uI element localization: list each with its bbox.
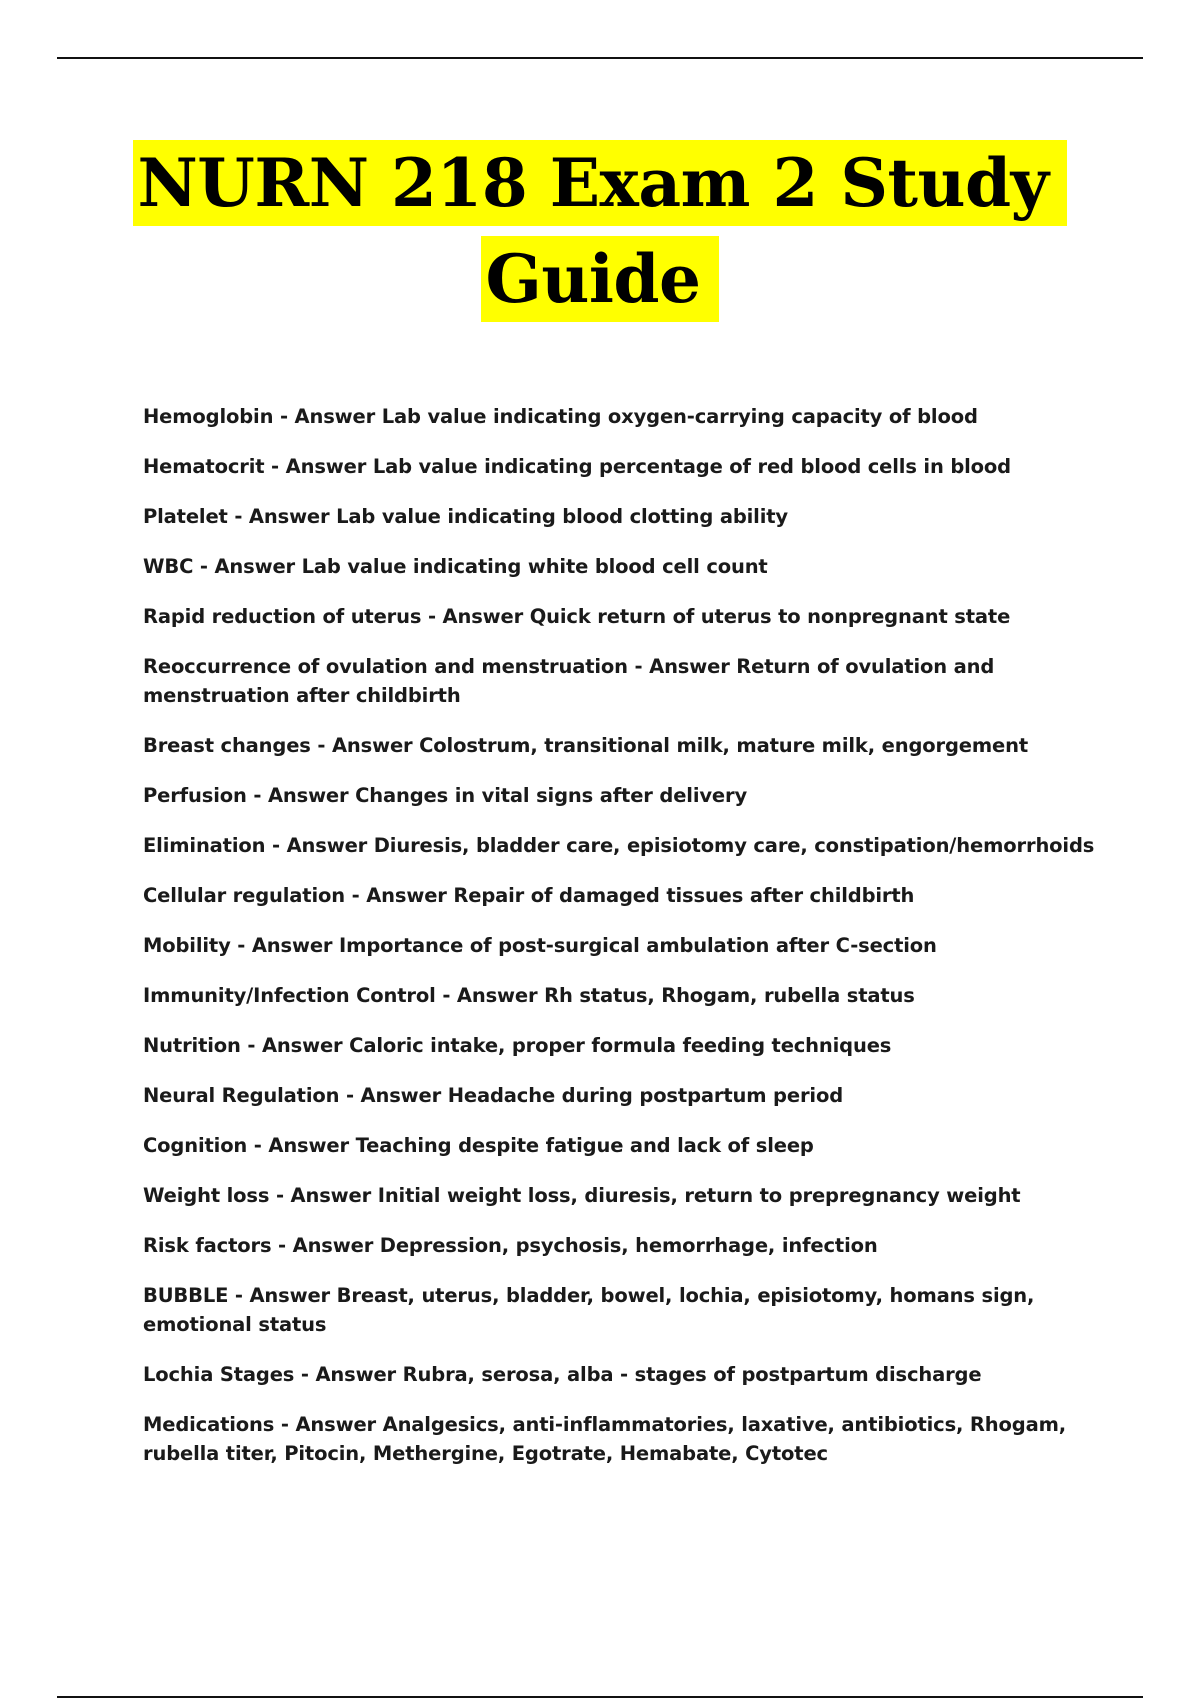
title-line-2: Guide	[481, 236, 718, 322]
study-guide-list	[143, 402, 1103, 1489]
bottom-divider	[57, 1696, 1143, 1698]
list-item: Immunity/Infection Control - Answer Rh status, Rhogam, rubella status	[143, 984, 915, 1007]
list-item: WBC - Answer Lab value indicating white blood cell count	[143, 555, 768, 578]
list-item: Medications - Answer Analgesics, anti-inflammatories, laxative, antibiotics, Rhogam, rubella titer, Pitocin, Methergine, Egotrate, Hemabate, Cytotec	[143, 1413, 1067, 1465]
list-item: Hemoglobin - Answer Lab value indicating oxygen-carrying capacity of blood	[143, 405, 978, 428]
list-item: Weight loss - Answer Initial weight loss, diuresis, return to prepregnancy weight	[143, 1184, 1021, 1207]
list-item: Neural Regulation - Answer Headache during postpartum period	[143, 1084, 843, 1107]
list-item: Hematocrit - Answer Lab value indicating percentage of red blood cells in blood	[143, 455, 1011, 478]
list-item: Nutrition - Answer Caloric intake, proper formula feeding techniques	[143, 1034, 892, 1057]
title-line-1: NURN 218 Exam 2 Study	[133, 140, 1066, 226]
list-item: Risk factors - Answer Depression, psychosis, hemorrhage, infection	[143, 1234, 878, 1257]
list-item: Cellular regulation - Answer Repair of damaged tissues after childbirth	[143, 884, 915, 907]
list-item: Perfusion - Answer Changes in vital signs after delivery	[143, 784, 748, 807]
top-divider	[57, 57, 1143, 59]
document-title	[0, 140, 1200, 322]
list-item: Rapid reduction of uterus - Answer Quick return of uterus to nonpregnant state	[143, 605, 1011, 628]
list-item: Breast changes - Answer Colostrum, transitional milk, mature milk, engorgement	[143, 734, 1028, 757]
list-item: BUBBLE - Answer Breast, uterus, bladder, bowel, lochia, episiotomy, homans sign, emotional status	[143, 1284, 1035, 1336]
list-item: Reoccurrence of ovulation and menstruation - Answer Return of ovulation and menstruation after childbirth	[143, 655, 995, 707]
list-item: Mobility - Answer Importance of post-surgical ambulation after C-section	[143, 934, 937, 957]
list-item: Lochia Stages - Answer Rubra, serosa, alba - stages of postpartum discharge	[143, 1363, 982, 1386]
list-item: Cognition - Answer Teaching despite fatigue and lack of sleep	[143, 1134, 814, 1157]
list-item: Elimination - Answer Diuresis, bladder care, episiotomy care, constipation/hemorrhoids	[143, 834, 1095, 857]
list-item: Platelet - Answer Lab value indicating blood clotting ability	[143, 505, 788, 528]
